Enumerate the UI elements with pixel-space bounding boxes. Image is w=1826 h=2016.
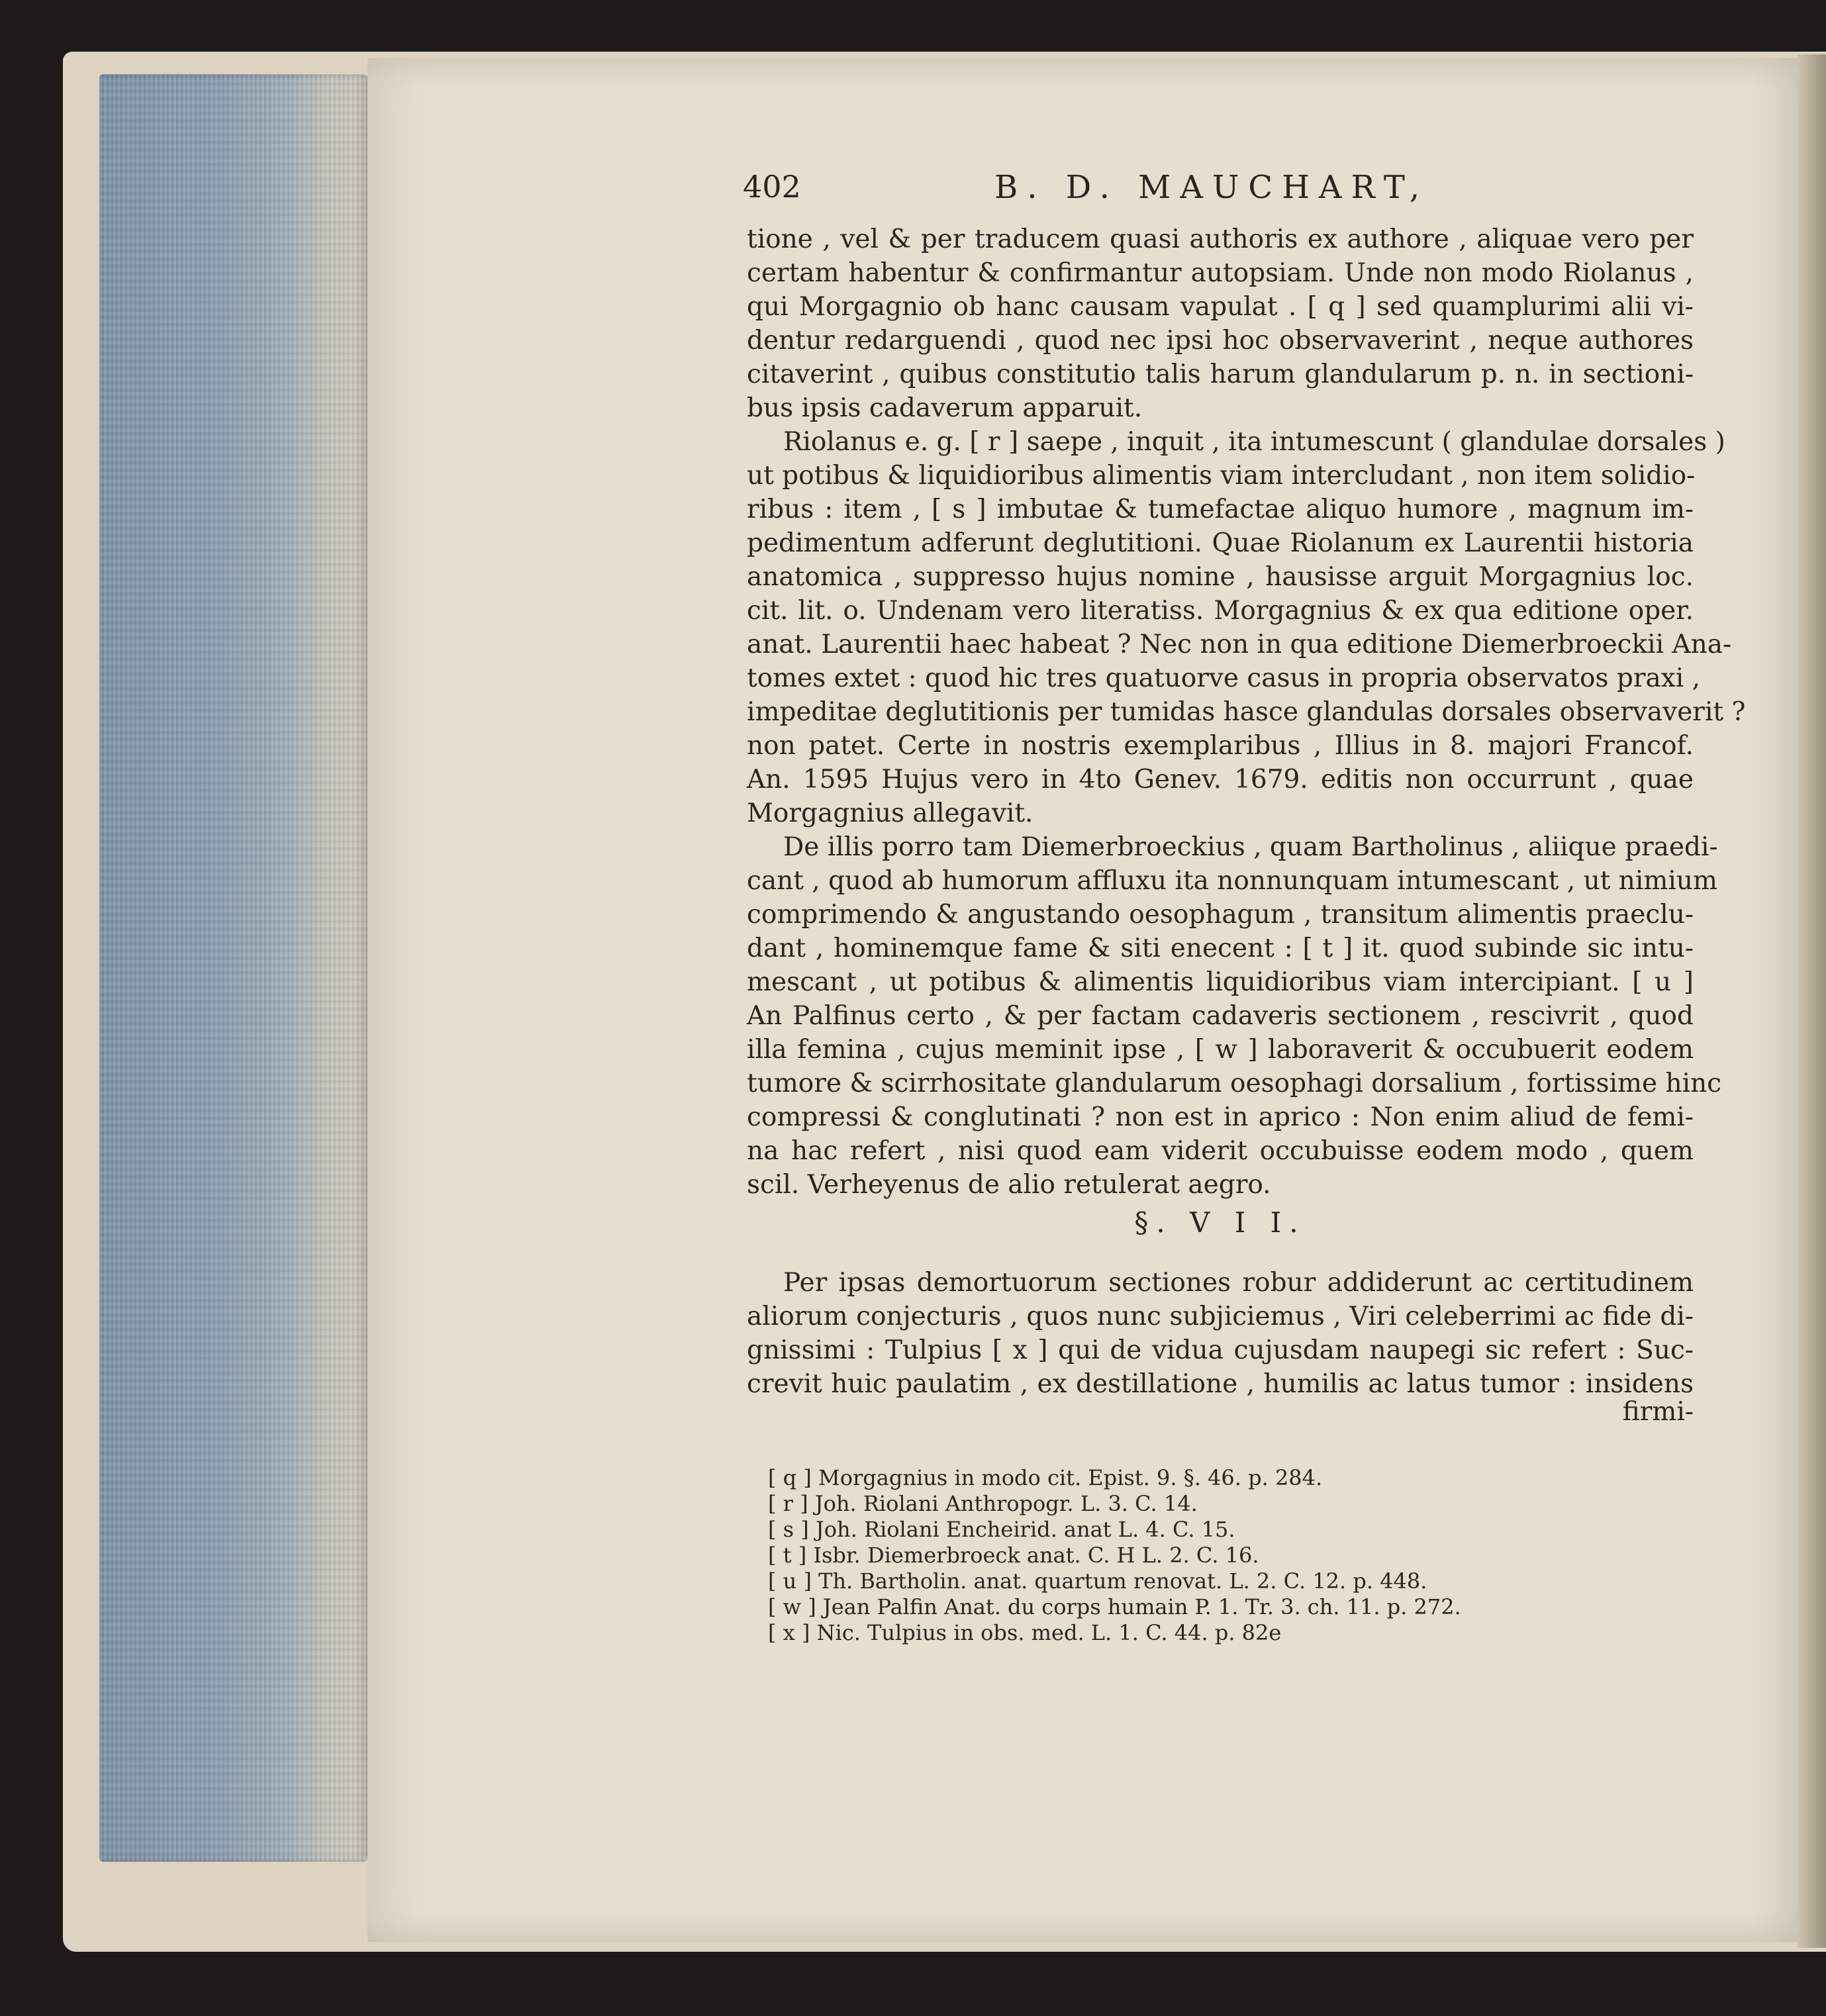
text-line: anat. Laurentii haec habeat ? Nec non in qua editione Diemerbroeckii Ana- [747,630,1732,659]
page-header [743,169,1694,209]
text-line: bus ipsis cadaverum apparuit. [747,393,1143,423]
section-heading: §. V I I. [1134,1206,1306,1239]
text-line: Per ipsas demortuorum sectiones robur addiderunt ac certitudinem [783,1268,1694,1298]
text-line: compressi & conglutinati ? non est in aprico : Non enim aliud de femi- [747,1102,1694,1132]
text-line: gnissimi : Tulpius [ x ] qui de vidua cujusdam naupegi sic refert : Suc- [747,1335,1694,1365]
text-line: An. 1595 Hujus vero in 4to Genev. 1679. editis non occurrunt , quae [747,765,1694,794]
text-line: aliorum conjecturis , quos nunc subjiciemus , Viri celeberrimi ac fide di- [747,1302,1694,1331]
text-line: mescant , ut potibus & alimentis liquidioribus viam intercipiant. [ u ] [747,967,1694,997]
page-block-edge [99,74,367,1862]
running-head: B. D. MAUCHART, [994,169,1429,206]
text-line: impeditae deglutitionis per tumidas hasce glandulas dorsales observaverit ? [747,697,1746,727]
text-line: scil. Verheyenus de alio retulerat aegro. [747,1170,1271,1200]
text-line: tomes extet : quod hic tres quatuorve casus in propria observatos praxi , [747,663,1700,693]
catchword: firmi- [1622,1397,1694,1427]
text-line: anatomica , suppresso hujus nomine , hausisse arguit Morgagnius loc. [747,562,1694,592]
text-line: De illis porro tam Diemerbroeckius , quam Bartholinus , aliique praedi- [783,832,1718,862]
footnote: [ u ] Th. Bartholin. anat. quartum renovat. L. 2. C. 12. p. 448. [768,1568,1427,1594]
text-line: non patet. Certe in nostris exemplaribus , Illius in 8. majori Francof. [747,731,1694,761]
page-number: 402 [743,169,801,205]
text-line: comprimendo & angustando oesophagum , transitum alimentis praeclu- [747,900,1694,930]
text-line: dentur redarguendi , quod nec ipsi hoc observaverint , neque authores [747,326,1694,356]
body-text [747,222,1746,1202]
text-line: Riolanus e. g. [ r ] saepe , inquit , ita intumescunt ( glandulae dorsales ) [783,427,1725,457]
text-line: illa femina , cujus meminit ipse , [ w ] laboraverit & occubuerit eodem [747,1035,1694,1065]
text-line: citaverint , quibus constitutio talis harum glandularum p. n. in sectioni- [747,360,1694,389]
text-line: ribus : item , [ s ] imbutae & tumefactae aliquo humore , magnum im- [747,495,1694,524]
text-line: ut potibus & liquidioribus alimentis viam intercludant , non item solidio- [747,461,1696,491]
footnote: [ q ] Morgagnius in modo cit. Epist. 9. §. 46. p. 284. [768,1465,1323,1490]
text-line: crevit huic paulatim , ex destillatione , humilis ac latus tumor : insidens [747,1369,1694,1399]
body-text-section-vii [747,1266,1694,1401]
text-line: na hac refert , nisi quod eam viderit occubuisse eodem modo , quem [747,1136,1694,1166]
footnotes [768,1465,1642,1646]
text-line: qui Morgagnio ob hanc causam vapulat . [ q ] sed quamplurimi alii vi- [747,292,1694,322]
text-line: Morgagnius allegavit. [747,798,1033,828]
text-line: tione , vel & per traducem quasi authoris ex authore , aliquae vero per [747,224,1694,254]
text-line: tumore & scirrhositate glandularum oesophagi dorsalium , fortissime hinc [747,1069,1722,1098]
footnote: [ s ] Joh. Riolani Encheirid. anat L. 4. C. 15. [768,1517,1235,1542]
text-line: pedimentum adferunt deglutitioni. Quae Riolanum ex Laurentii historia [747,528,1694,558]
footnote: [ x ] Nic. Tulpius in obs. med. L. 1. C. 44. p. 82e [768,1620,1282,1645]
footnote: [ w ] Jean Palfin Anat. du corps humain P. 1. Tr. 3. ch. 11. p. 272. [768,1594,1461,1619]
text-line: dant , hominemque fame & siti enecent : [ t ] it. quod subinde sic intu- [747,934,1694,963]
text-line: cant , quod ab humorum affluxu ita nonnunquam intumescant , ut nimium [747,866,1717,896]
footnote: [ r ] Joh. Riolani Anthropogr. L. 3. C. 14. [768,1491,1198,1516]
footnote: [ t ] Isbr. Diemerbroeck anat. C. H L. 2. C. 16. [768,1543,1259,1568]
text-line: certam habentur & confirmantur autopsiam. Unde non modo Riolanus , [747,258,1694,288]
text-line: cit. lit. o. Undenam vero literatiss. Morgagnius & ex qua editione oper. [747,596,1694,626]
page-gutter-shadow [1798,54,1826,1948]
text-line: An Palfinus certo , & per factam cadaveris sectionem , rescivrit , quod [747,1001,1694,1031]
